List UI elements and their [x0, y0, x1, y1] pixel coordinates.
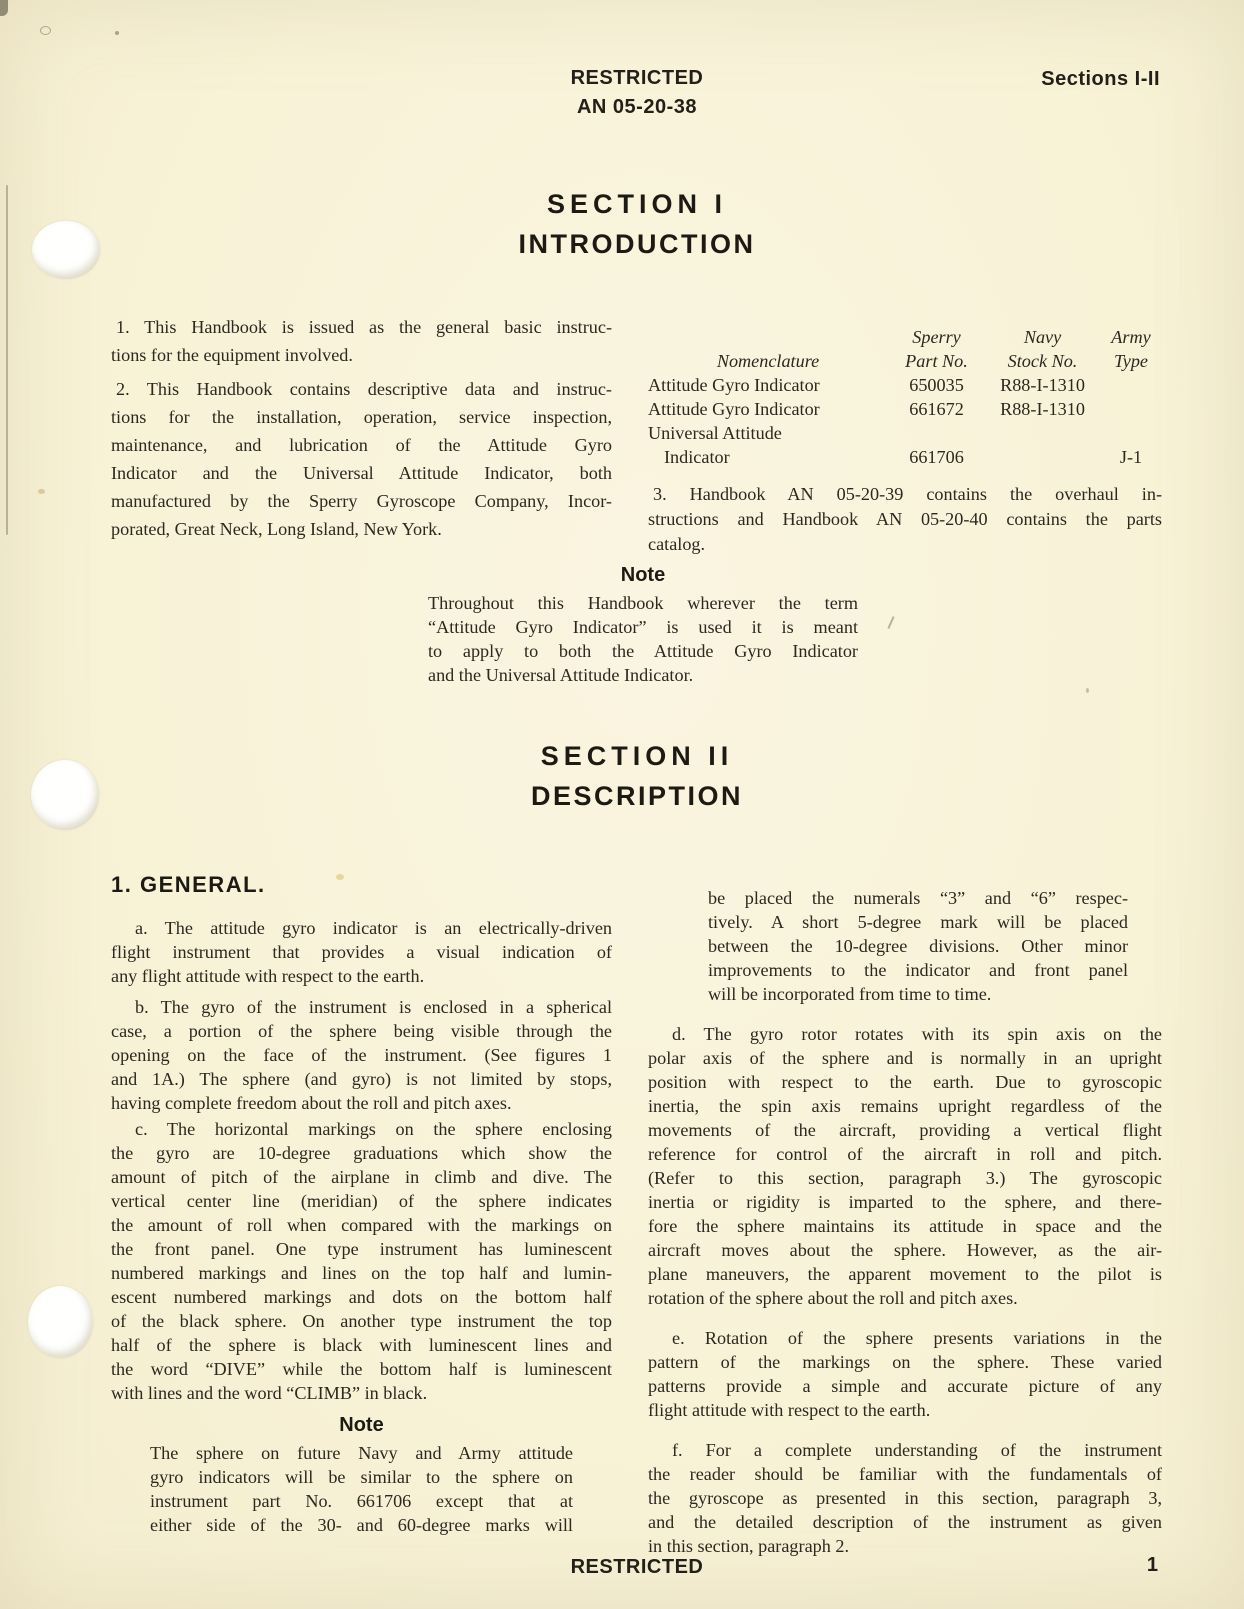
- general-heading: 1. GENERAL.: [111, 872, 266, 897]
- section-1-heading: [112, 184, 1162, 264]
- section-2-heading: [112, 736, 1162, 816]
- scan-speck: [887, 616, 894, 629]
- section-2-subtitle: DESCRIPTION: [530, 781, 744, 811]
- note-2-body: The sphere on future Navy and Army attitude gyro indicators will be similar to the sphere on instrument part No. 661706 except that at either side of the 30- and 60-degree marks will: [150, 1443, 573, 1535]
- classification-banner-bottom: RESTRICTED: [570, 1556, 704, 1578]
- scan-edge-line: [6, 185, 8, 535]
- paragraph-2: 2. This Handbook contains descriptive data and instruc- tions for the installation, operation, service inspection, maintenance, and lubrication of the Attitude Gyro Indicator and the Universal Attitude Indicator, both manufactured by the Sperry Gyroscope Company, Incor- porated, Great Neck, Long Island, New York.: [111, 379, 612, 539]
- scan-speck: [38, 489, 45, 494]
- table-cell-part-no: 661706: [909, 447, 964, 467]
- paragraph-b: b. The gyro of the instrument is enclosed in a spherical case, a portion of the sphere being visible through the opening on the face of the instrument. (See figures 1 and 1A.) The sphere (and gyro) is not limited by stops, having complete freedom about the roll and pitch axes.: [111, 997, 612, 1113]
- note-block-1: [428, 564, 858, 687]
- section-1-subtitle: INTRODUCTION: [518, 229, 756, 259]
- paragraph-a: a. The attitude gyro indicator is an electrically-driven flight instrument that provides a visual indication of any flight attitude with respect to the earth.: [111, 918, 612, 986]
- section-1-right-column: [648, 325, 1162, 557]
- table-header-cell: Navy: [1023, 327, 1062, 347]
- section-1-left-column: [111, 313, 612, 543]
- paragraph-e: e. Rotation of the sphere presents variations in the pattern of the markings on the sphere. These varied patterns provide a simple and accurate picture of any flight attitude with respect to the earth.: [648, 1328, 1162, 1420]
- table-cell-nomenclature: Universal Attitude: [648, 423, 782, 443]
- scan-corner-mark: [0, 0, 8, 16]
- note-1-title: Note: [620, 564, 666, 586]
- paragraph-d: d. The gyro rotor rotates with its spin axis on the polar axis of the sphere and is normally in an upright position with respect to the earth. Due to gyroscopic inertia, the spin axis remains upright regardless of the movements of the aircraft, providing a vertical flight reference for control of the aircraft in roll and pitch. (Refer to this section, paragraph 3.) The gyroscopic inertia or rigidity is imparted to the sphere, and there- fore the sphere maintains its attitude in space and the aircraft moves about the sphere. However, as the air- plane maneuvers, the apparent movement to the pilot is rotation of the sphere about the roll and pitch axes.: [648, 1024, 1162, 1308]
- section-2-left-column: [111, 872, 612, 1537]
- nomenclature-table: [648, 325, 1162, 469]
- table-header-cell: Type: [1113, 351, 1148, 371]
- scan-speck: [1086, 688, 1089, 693]
- classification-banner-top: RESTRICTED: [570, 67, 704, 89]
- scan-speck: [115, 31, 119, 35]
- section-2-title: SECTION II: [540, 741, 734, 771]
- table-header-cell: [648, 325, 888, 349]
- table-header-cell: Army: [1111, 327, 1151, 347]
- page-header: [112, 64, 1162, 122]
- table-cell-part-no: 650035: [909, 375, 964, 395]
- note-1-body: Throughout this Handbook wherever the term “Attitude Gyro Indicator” is used it is meant to apply to both the Attitude Gyro Indicator and the Universal Attitude Indicator.: [428, 593, 858, 685]
- paragraph-c: c. The horizontal markings on the sphere enclosing the gyro are 10-degree graduations which show the amount of pitch of the airplane in climb and dive. The vertical center line (meridian) of the sphere indicates the amount of roll when compared with the markings on the front panel. One type instrument has luminescent numbered markings and lines on the top half and lumin- escent numbered markings and dots on the bottom half of the black sphere. On another type instrument the top half of the sphere is black with luminescent lines and the word “DIVE” while the bottom half is luminescent with lines and the word “CLIMB” in black.: [111, 1119, 612, 1403]
- table-cell-nomenclature: Attitude Gyro Indicator: [648, 399, 820, 419]
- page-number: 1: [1146, 1554, 1158, 1576]
- sections-label: Sections I-II: [1041, 68, 1160, 90]
- table-cell-part-no: 661672: [909, 399, 964, 419]
- note-block-2: [150, 1414, 573, 1537]
- table-cell-part-no: [888, 421, 985, 445]
- table-cell-army-type: [1100, 373, 1162, 397]
- paragraph-1: 1. This Handbook is issued as the general basic instruc- tions for the equipment involved.: [111, 317, 612, 365]
- paragraph-3: 3. Handbook AN 05-20-39 contains the overhaul in- structions and Handbook AN 05-20-40 contains the parts catalog.: [648, 484, 1162, 554]
- scan-speck: [40, 26, 51, 35]
- table-header-cell: Sperry: [912, 327, 961, 347]
- section-2-right-column: [648, 886, 1162, 1558]
- table-cell-army-type: [1100, 397, 1162, 421]
- punch-hole-bottom: [28, 1286, 93, 1358]
- punch-hole-middle: [31, 760, 99, 830]
- table-cell-army-type: [1100, 421, 1162, 445]
- table-cell-stock-no: R88-I-1310: [1000, 399, 1085, 419]
- section-1-title: SECTION I: [546, 189, 727, 219]
- table-cell-stock-no: [985, 421, 1100, 445]
- table-header-cell: Stock No.: [1007, 351, 1078, 371]
- table-cell-stock-no: [985, 445, 1100, 469]
- paragraph-f: f. For a complete understanding of the instrument the reader should be familiar with the fundamentals of the gyroscope as presented in this section, paragraph 3, and the detailed description of the instrument as given in this section, paragraph 2.: [648, 1440, 1162, 1556]
- note-2-continuation: be placed the numerals “3” and “6” respec- tively. A short 5-degree mark will be placed between the 10-degree divisions. Other minor improvements to the indicator and front panel will be incorporated from time to time.: [708, 888, 1128, 1004]
- punch-hole-top: [32, 221, 100, 279]
- table-cell-nomenclature: Attitude Gyro Indicator: [648, 375, 820, 395]
- doc-number: AN 05-20-38: [576, 96, 697, 118]
- table-cell-nomenclature: Indicator: [664, 447, 730, 467]
- table-cell-army-type: J-1: [1119, 447, 1143, 467]
- table-cell-stock-no: R88-I-1310: [1000, 375, 1085, 395]
- table-header-cell: Nomenclature: [716, 351, 820, 371]
- table-header-cell: Part No.: [905, 351, 968, 371]
- note-2-title: Note: [339, 1414, 384, 1436]
